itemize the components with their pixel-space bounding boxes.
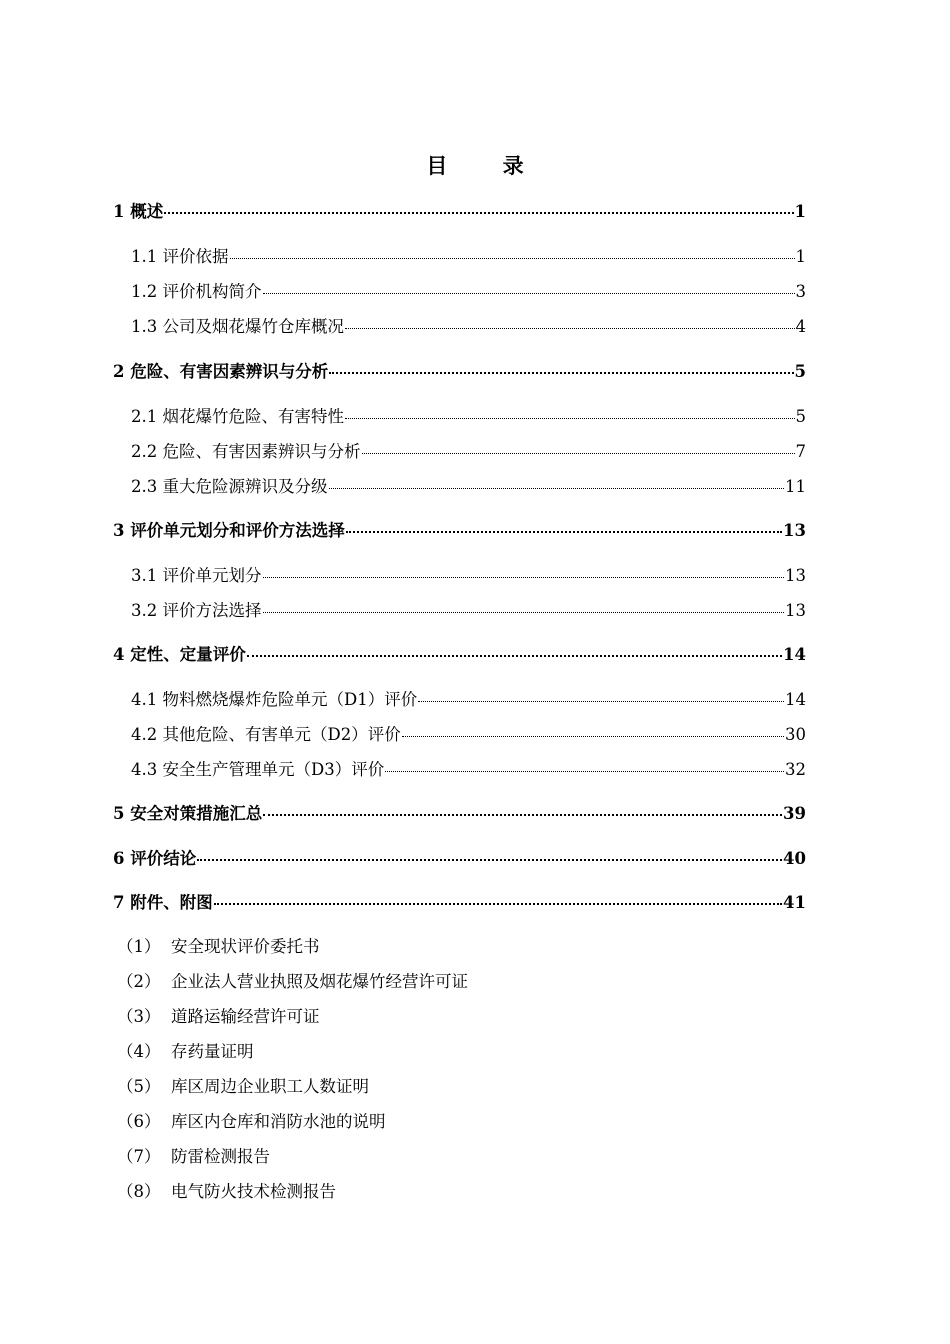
dot-leader bbox=[329, 487, 785, 489]
toc-entry[interactable] bbox=[113, 891, 806, 915]
toc-entry[interactable] bbox=[113, 643, 806, 667]
attachment-number: （6） bbox=[117, 1112, 161, 1131]
toc-entry-page: 41 bbox=[783, 893, 806, 912]
dot-leader bbox=[263, 576, 785, 578]
attachment-text: 防雷检测报告 bbox=[171, 1147, 270, 1166]
attachment-item bbox=[117, 935, 320, 959]
attachment-item bbox=[117, 1075, 369, 1099]
toc-entry-page: 14 bbox=[785, 690, 806, 709]
toc-entry[interactable] bbox=[131, 564, 806, 588]
toc-entry-page: 1 bbox=[794, 202, 806, 221]
toc-entry-label: 4.2 其他危险、有害单元（D2）评价 bbox=[131, 725, 401, 744]
attachment-number: （4） bbox=[117, 1042, 161, 1061]
toc-entry-page: 13 bbox=[785, 566, 806, 585]
toc-entry[interactable] bbox=[113, 847, 806, 871]
dot-leader bbox=[214, 902, 782, 905]
attachment-number: （7） bbox=[117, 1147, 161, 1166]
toc-entry-page: 40 bbox=[783, 849, 806, 868]
toc-entry-label: 2.1 烟花爆竹危险、有害特性 bbox=[131, 407, 344, 426]
toc-entry[interactable] bbox=[113, 519, 806, 543]
toc-entry-page: 13 bbox=[785, 601, 806, 620]
dot-leader bbox=[402, 735, 784, 737]
toc-entry-label: 1 概述 bbox=[113, 202, 164, 221]
attachment-text: 电气防火技术检测报告 bbox=[171, 1182, 336, 1201]
toc-entry[interactable] bbox=[131, 315, 806, 339]
attachment-text: 安全现状评价委托书 bbox=[171, 937, 320, 956]
dot-leader bbox=[362, 452, 795, 454]
toc-entry-page: 1 bbox=[795, 247, 806, 266]
toc-entry[interactable] bbox=[131, 280, 806, 304]
toc-entry-page: 5 bbox=[794, 362, 806, 381]
toc-title: 目 录 bbox=[426, 153, 548, 178]
attachment-number: （1） bbox=[117, 937, 161, 956]
toc-entry-page: 39 bbox=[783, 804, 806, 823]
toc-entry-page: 4 bbox=[795, 317, 806, 336]
dot-leader bbox=[247, 654, 782, 657]
toc-entry-page: 14 bbox=[783, 645, 806, 664]
toc-entry-label: 4 定性、定量评价 bbox=[113, 645, 246, 664]
toc-entry-label: 7 附件、附图 bbox=[113, 893, 213, 912]
toc-entry-page: 11 bbox=[785, 477, 806, 496]
toc-entry[interactable] bbox=[113, 200, 806, 224]
toc-entry-label: 4.1 物料燃烧爆炸危险单元（D1）评价 bbox=[131, 690, 418, 709]
toc-entry-label: 6 评价结论 bbox=[113, 849, 197, 868]
toc-entry-page: 5 bbox=[795, 407, 806, 426]
toc-entry[interactable] bbox=[131, 245, 806, 269]
toc-entry-label: 2.2 危险、有害因素辨识与分析 bbox=[131, 442, 361, 461]
attachment-item bbox=[117, 1040, 254, 1064]
toc-entry[interactable] bbox=[131, 758, 806, 782]
attachment-number: （3） bbox=[117, 1007, 161, 1026]
attachment-text: 道路运输经营许可证 bbox=[171, 1007, 320, 1026]
dot-leader bbox=[263, 292, 795, 294]
toc-entry-label: 4.3 安全生产管理单元（D3）评价 bbox=[131, 760, 385, 779]
attachment-item bbox=[117, 970, 468, 994]
attachment-text: 库区周边企业职工人数证明 bbox=[171, 1077, 369, 1096]
dot-leader bbox=[418, 700, 784, 702]
dot-leader bbox=[329, 371, 793, 374]
attachment-number: （5） bbox=[117, 1077, 161, 1096]
attachment-item bbox=[117, 1145, 270, 1169]
toc-entry[interactable] bbox=[131, 440, 806, 464]
dot-leader bbox=[346, 530, 782, 533]
toc-entry-label: 2.3 重大危险源辨识及分级 bbox=[131, 477, 328, 496]
dot-leader bbox=[197, 858, 782, 861]
toc-entry[interactable] bbox=[113, 360, 806, 384]
attachment-text: 存药量证明 bbox=[171, 1042, 254, 1061]
toc-entry-label: 3 评价单元划分和评价方法选择 bbox=[113, 521, 345, 540]
attachment-item bbox=[117, 1110, 386, 1134]
dot-leader bbox=[263, 611, 785, 613]
toc-entry-page: 13 bbox=[783, 521, 806, 540]
toc-entry[interactable] bbox=[131, 688, 806, 712]
toc-entry-label: 2 危险、有害因素辨识与分析 bbox=[113, 362, 329, 381]
attachment-item bbox=[117, 1005, 320, 1029]
toc-entry[interactable] bbox=[131, 599, 806, 623]
toc-entry-label: 3.2 评价方法选择 bbox=[131, 601, 262, 620]
toc-entry[interactable] bbox=[131, 475, 806, 499]
attachment-text: 企业法人营业执照及烟花爆竹经营许可证 bbox=[171, 972, 468, 991]
dot-leader bbox=[385, 770, 784, 772]
toc-entry[interactable] bbox=[131, 405, 806, 429]
toc-entry-label: 1.3 公司及烟花爆竹仓库概况 bbox=[131, 317, 344, 336]
toc-entry-page: 3 bbox=[795, 282, 806, 301]
dot-leader bbox=[345, 417, 795, 419]
dot-leader bbox=[164, 211, 793, 214]
dot-leader bbox=[230, 257, 795, 259]
toc-entry-label: 1.1 评价依据 bbox=[131, 247, 229, 266]
attachment-number: （8） bbox=[117, 1182, 161, 1201]
toc-entry-label: 1.2 评价机构简介 bbox=[131, 282, 262, 301]
attachment-number: （2） bbox=[117, 972, 161, 991]
toc-entry-page: 7 bbox=[795, 442, 806, 461]
attachment-text: 库区内仓库和消防水池的说明 bbox=[171, 1112, 386, 1131]
toc-entry-label: 5 安全对策措施汇总 bbox=[113, 804, 263, 823]
dot-leader bbox=[345, 327, 795, 329]
toc-entry-label: 3.1 评价单元划分 bbox=[131, 566, 262, 585]
dot-leader bbox=[263, 813, 782, 816]
toc-entry[interactable] bbox=[113, 802, 806, 826]
toc-entry[interactable] bbox=[131, 723, 806, 747]
toc-entry-page: 30 bbox=[785, 725, 806, 744]
toc-entry-page: 32 bbox=[785, 760, 806, 779]
attachment-item bbox=[117, 1180, 336, 1204]
